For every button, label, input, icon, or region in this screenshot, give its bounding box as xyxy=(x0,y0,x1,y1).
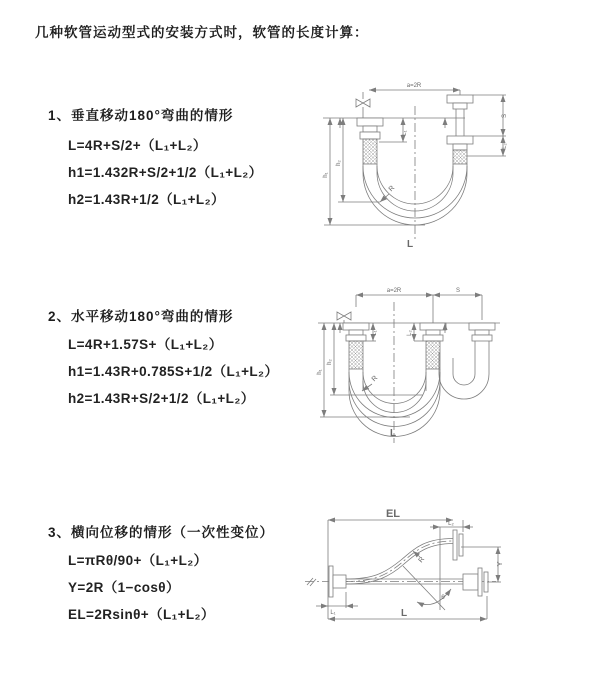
angle-arc xyxy=(417,589,451,605)
section-1-formula-l: L=4R+S/2+（L₁+L₂） xyxy=(68,138,207,153)
diagram-lateral-displacement xyxy=(300,500,600,645)
radius-label: R xyxy=(417,555,427,565)
dim-label-h1: h₁ xyxy=(323,172,329,178)
section-1-formula-h2: h2=1.43R+1/2（L₁+L₂） xyxy=(68,192,225,207)
break-mark xyxy=(307,578,316,586)
section-2-formula-h1: h1=1.43R+0.785S+1/2（L₁+L₂） xyxy=(68,364,279,379)
dim-label-y: Y xyxy=(495,561,504,567)
radius-label: R xyxy=(370,374,380,384)
dimension-el xyxy=(328,520,463,619)
section-1-heading: 1、垂直移动180°弯曲的情形 xyxy=(48,108,234,123)
length-label: L xyxy=(400,608,408,619)
page-title: 几种软管运动型式的安装方式时，软管的长度计算： xyxy=(35,25,369,40)
dimension-s xyxy=(433,295,482,320)
section-2-heading: 2、水平移动180°弯曲的情形 xyxy=(48,309,234,324)
right-flange-fitting xyxy=(469,323,495,341)
dim-label-l1: L₁ xyxy=(402,130,408,136)
dimension-a2r xyxy=(356,295,433,323)
section-2-formula-l: L=4R+1.57S+（L₁+L₂） xyxy=(68,337,223,352)
length-label: L xyxy=(389,428,397,439)
radius-label: R xyxy=(387,184,397,194)
left-flange-fitting xyxy=(343,323,369,369)
dimension-a2r xyxy=(369,90,460,95)
dim-label-s: S xyxy=(455,288,461,294)
section-1-formula-h1: h1=1.432R+S/2+1/2（L₁+L₂） xyxy=(68,165,263,180)
dim-label-l1: L₁ xyxy=(330,610,336,616)
hose-curve-displaced xyxy=(346,539,453,585)
dim-label-a2r: a=2R xyxy=(386,288,402,294)
middle-flange-fitting xyxy=(420,323,446,369)
dim-label-l2: L₂ xyxy=(448,521,454,527)
dim-label-l2: L₂ xyxy=(502,143,508,149)
section-3-formula-y: Y=2R（1−cosθ） xyxy=(68,580,180,595)
section-3-heading: 3、横向位移的情形（一次性变位） xyxy=(48,525,275,540)
dimension-l xyxy=(328,596,487,619)
dim-label-h1: h₁ xyxy=(317,369,323,375)
diagram-vertical-travel-180-bend xyxy=(310,70,600,260)
left-flange-fitting xyxy=(329,566,346,597)
section-3-formula-l: L=πRθ/90+（L₁+L₂） xyxy=(68,553,208,568)
radius-construction-line xyxy=(403,566,445,610)
right-flange-original xyxy=(463,568,488,596)
left-flange-fitting xyxy=(357,118,383,164)
dim-label-el: EL xyxy=(385,508,401,520)
section-2-formula-h2: h2=1.43R+S/2+1/2（L₁+L₂） xyxy=(68,391,255,406)
length-label: L xyxy=(406,239,414,250)
dimension-l2 xyxy=(430,527,473,610)
dim-label-a2r: a=2R xyxy=(406,83,422,89)
right-flange-displaced xyxy=(453,530,463,560)
right-flange-fitting xyxy=(447,95,473,164)
dim-label-h2: h₂ xyxy=(327,359,333,365)
dimension-l1 xyxy=(316,592,358,608)
valve-icon xyxy=(356,92,370,118)
hose-arcs-displaced xyxy=(439,341,489,399)
diagram-horizontal-travel-180-bend xyxy=(310,280,600,450)
angle-label: θ xyxy=(441,594,445,601)
section-3-formula-el: EL=2Rsinθ+（L₁+L₂） xyxy=(68,607,215,622)
dim-label-l1: L₁ xyxy=(372,330,378,336)
hose-arcs-original xyxy=(349,369,440,437)
dim-label-l2: L₂ xyxy=(407,330,413,336)
dim-label-s: S xyxy=(502,113,508,119)
dim-label-h2: h₂ xyxy=(336,160,342,166)
